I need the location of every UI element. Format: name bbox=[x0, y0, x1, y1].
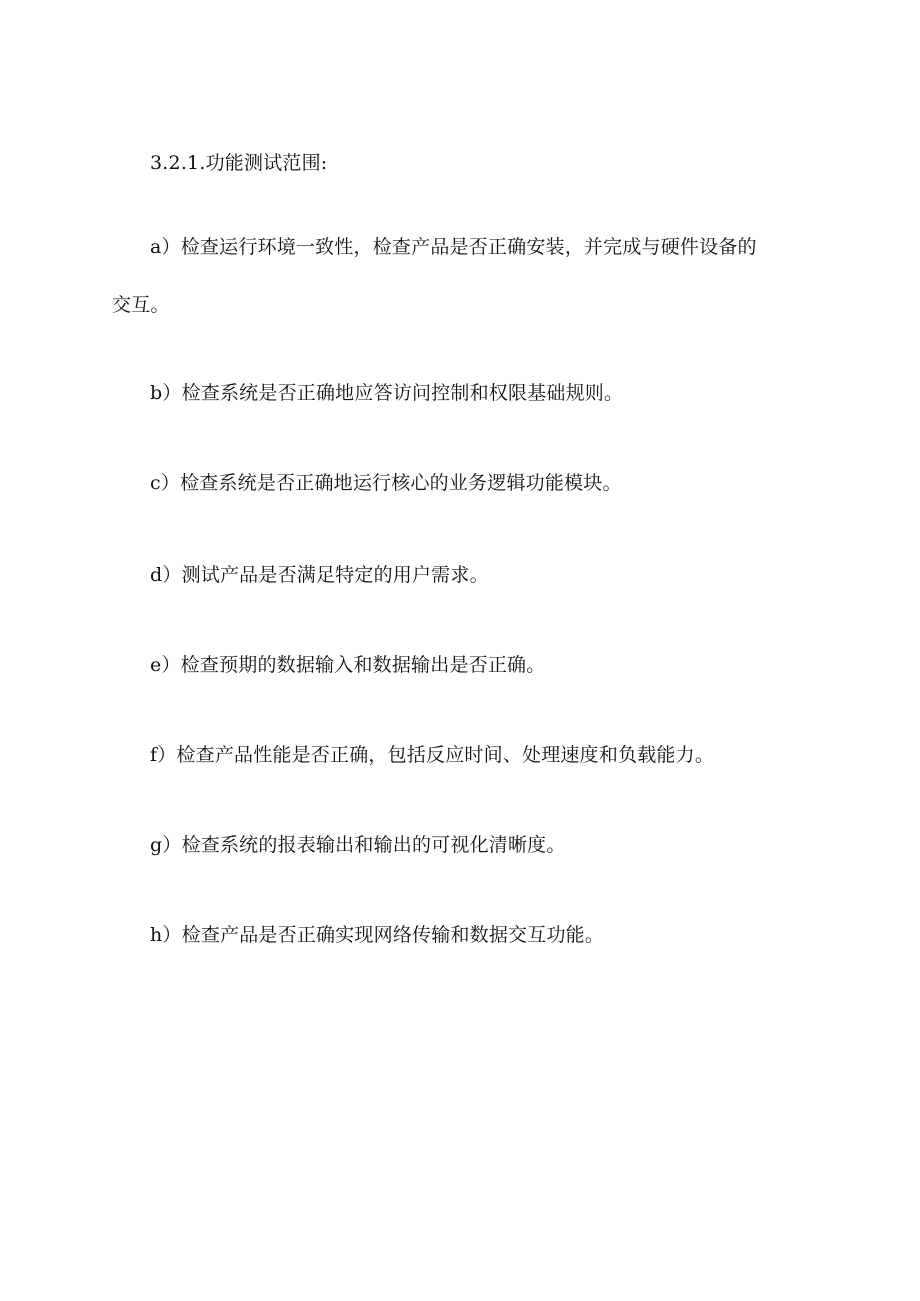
list-item-b: b）检查系统是否正确地应答访问控制和权限基础规则。 bbox=[150, 382, 624, 404]
section-heading: 3.2.1.功能测试范围: bbox=[150, 152, 328, 174]
list-item-c: c）检查系统是否正确地运行核心的业务逻辑功能模块。 bbox=[150, 472, 622, 494]
list-item-a-line1: a）检查运行环境一致性，检查产品是否正确安装，并完成与硬件设备的 bbox=[150, 236, 757, 258]
list-item-d: d）测试产品是否满足特定的用户需求。 bbox=[150, 564, 489, 586]
list-item-f: f）检查产品性能是否正确，包括反应时间、处理速度和负载能力。 bbox=[150, 744, 715, 766]
list-item-e: e）检查预期的数据输入和数据输出是否正确。 bbox=[150, 654, 546, 676]
list-item-g: g）检查系统的报表输出和输出的可视化清晰度。 bbox=[150, 834, 566, 856]
list-item-a-line2: 交互。 bbox=[112, 294, 170, 316]
list-item-h: h）检查产品是否正确实现网络传输和数据交互功能。 bbox=[150, 924, 605, 946]
